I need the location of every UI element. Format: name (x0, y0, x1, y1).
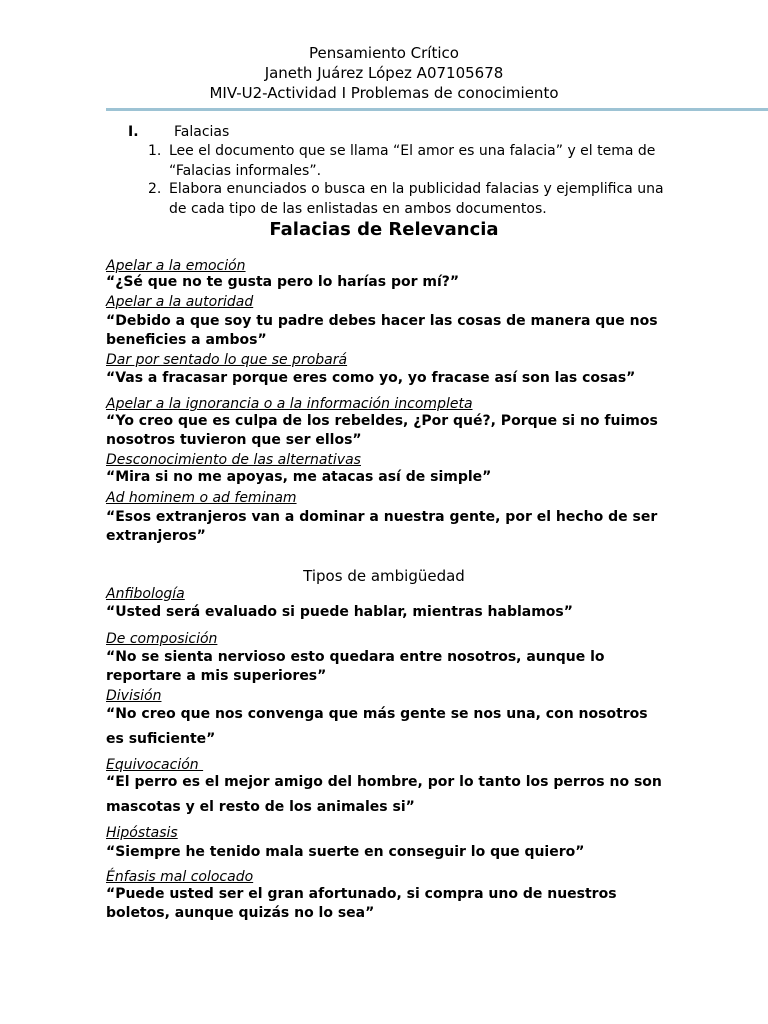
ambiguity-label: Anfibología (106, 586, 185, 602)
ambiguity-example: “El perro es el mejor amigo del hombre, por lo tanto los perros no son (106, 774, 662, 790)
ambiguity-label: División (106, 688, 162, 704)
fallacy-example: “Esos extranjeros van a dominar a nuestra gente, por el hecho de ser (106, 509, 658, 525)
ambiguity-example: “Puede usted ser el gran afortunado, si compra uno de nuestros (106, 886, 617, 902)
list-item-number: 2. (148, 181, 162, 197)
fallacy-example-continuation: nosotros tuvieron que ser ellos” (106, 432, 362, 448)
list-item-text-continuation: “Falacias informales”. (169, 163, 322, 179)
fallacy-example-continuation: beneficies a ambos” (106, 332, 267, 348)
fallacy-label: Ad hominem o ad feminam (106, 490, 297, 506)
ambiguity-example: “Siempre he tenido mala suerte en conseguir lo que quiero” (106, 844, 585, 860)
fallacy-example: “Vas a fracasar porque eres como yo, yo fracase así son las cosas” (106, 370, 636, 386)
course-title: Pensamiento Crítico (309, 44, 459, 62)
fallacy-example: “Mira si no me apoyas, me atacas así de simple” (106, 469, 492, 485)
fallacy-example: “¿Sé que no te gusta pero lo harías por mí?” (106, 274, 460, 290)
ambiguity-label: Equivocación (106, 757, 204, 773)
fallacy-example: “Debido a que soy tu padre debes hacer las cosas de manera que nos (106, 313, 658, 329)
ambiguity-example: “Usted será evaluado si puede hablar, mientras hablamos” (106, 604, 573, 620)
ambiguity-example-continuation: es suficiente” (106, 731, 216, 747)
ambiguity-label: De composición (106, 631, 218, 647)
ambiguity-example: “No se sienta nervioso esto quedara entre nosotros, aunque lo (106, 649, 605, 665)
roman-numeral: I. (128, 124, 139, 140)
section-title-relevance: Falacias de Relevancia (269, 219, 499, 240)
list-item-text-continuation: de cada tipo de las enlistadas en ambos documentos. (169, 201, 547, 217)
fallacy-label: Desconocimiento de las alternativas (106, 452, 361, 468)
fallacy-label: Apelar a la emoción (106, 258, 246, 274)
fallacy-label: Apelar a la autoridad (106, 294, 254, 310)
fallacy-example: “Yo creo que es culpa de los rebeldes, ¿Por qué?, Porque si no fuimos (106, 413, 658, 429)
ambiguity-example-continuation: boletos, aunque quizás no lo sea” (106, 905, 375, 921)
list-item-text: Elabora enunciados o busca en la publicidad falacias y ejemplifica una (169, 181, 664, 197)
student-name: Janeth Juárez López A07105678 (264, 64, 504, 82)
list-item-text: Lee el documento que se llama “El amor es una falacia” y el tema de (169, 143, 656, 159)
document-header (0, 43, 768, 103)
fallacy-label: Apelar a la ignorancia o a la información incompleta (106, 396, 473, 412)
section-title-ambiguity: Tipos de ambigüedad (303, 567, 465, 585)
ambiguity-example-continuation: mascotas y el resto de los animales si” (106, 799, 415, 815)
fallacy-label: Dar por sentado lo que se probará (106, 352, 348, 368)
ambiguity-example-continuation: reportare a mis superiores” (106, 668, 327, 684)
ambiguity-label: Hipóstasis (106, 825, 178, 841)
header-divider (106, 108, 768, 111)
activity-title: MIV-U2-Actividad I Problemas de conocimiento (209, 84, 559, 102)
list-item-number: 1. (148, 143, 162, 159)
ambiguity-label: Énfasis mal colocado (106, 869, 254, 885)
roman-item-label: Falacias (174, 124, 230, 140)
ambiguity-example: “No creo que nos convenga que más gente se nos una, con nosotros (106, 706, 648, 722)
fallacy-example-continuation: extranjeros” (106, 528, 206, 544)
